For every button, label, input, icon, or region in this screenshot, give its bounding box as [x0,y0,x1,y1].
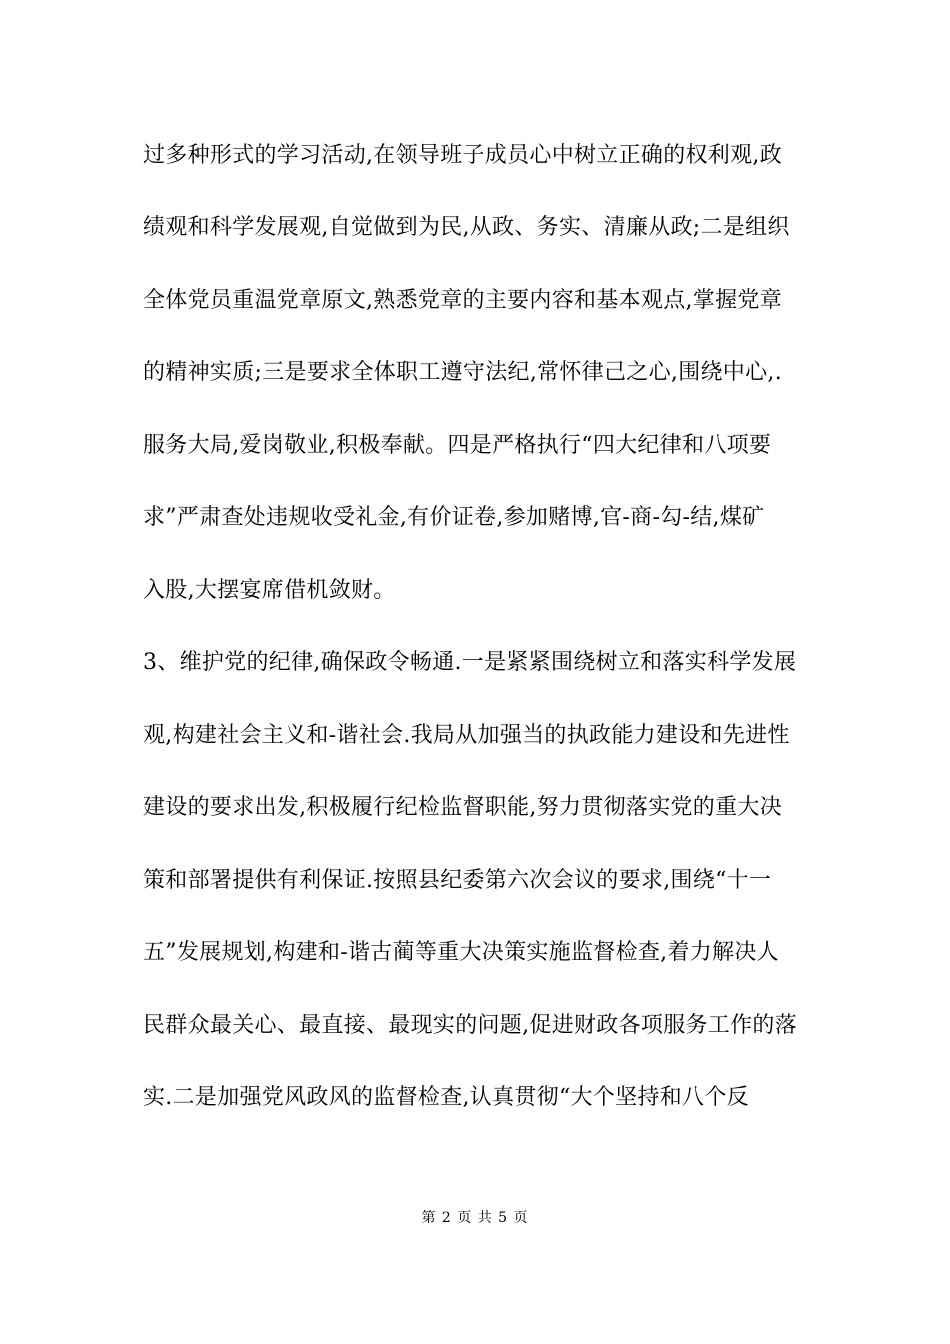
body-text-line: 全体党员重温党章原文,熟悉党章的主要内容和基本观点,掌握党章 [143,288,782,313]
body-text-line: 策和部署提供有利保证.按照县纪委第六次会议的要求,围绕“十一 [143,868,772,893]
body-text-line: 入股,大摆宴席借机敛财。 [143,578,396,603]
section-3-first-line: 3、维护党的纪律,确保政令畅通.一是紧紧围绕树立和落实科学发展 [143,650,797,675]
page-number-footer: 第 2 页 共 5 页 [421,1210,529,1226]
body-text-line: 建设的要求出发,积极履行纪检监督职能,努力贯彻落实党的重大决 [143,795,782,820]
body-text-line: 过多种形式的学习活动,在领导班子成员心中树立正确的权利观,政 [143,143,782,168]
body-text-line: 实.二是加强党风政风的监督检查,认真贯彻“大个坚持和八个反 [143,1085,749,1110]
body-text-line: 民群众最关心、最直接、最现实的问题,促进财政各项服务工作的落 [143,1013,797,1038]
body-text-line: 观,构建社会主义和-谐社会.我局从加强当的执政能力建设和先进性 [143,723,790,748]
body-text-line: 服务大局,爱岗敬业,积极奉献。四是严格执行“四大纪律和八项要 [143,433,772,458]
body-text-line: 的精神实质;三是要求全体职工遵守法纪,常怀律己之心,围绕中心,. [143,360,782,385]
body-text-line: 五”发展规划,构建和-谐古蔺等重大决策实施监督检查,着力解决人 [143,940,779,965]
body-text-line: 求”严肃查处违规收受礼金,有价证卷,参加赌博,官-商-勾-结,煤矿 [143,505,765,530]
body-text-line: 绩观和科学发展观,自觉做到为民,从政、务实、清廉从政;二是组织 [143,215,790,240]
